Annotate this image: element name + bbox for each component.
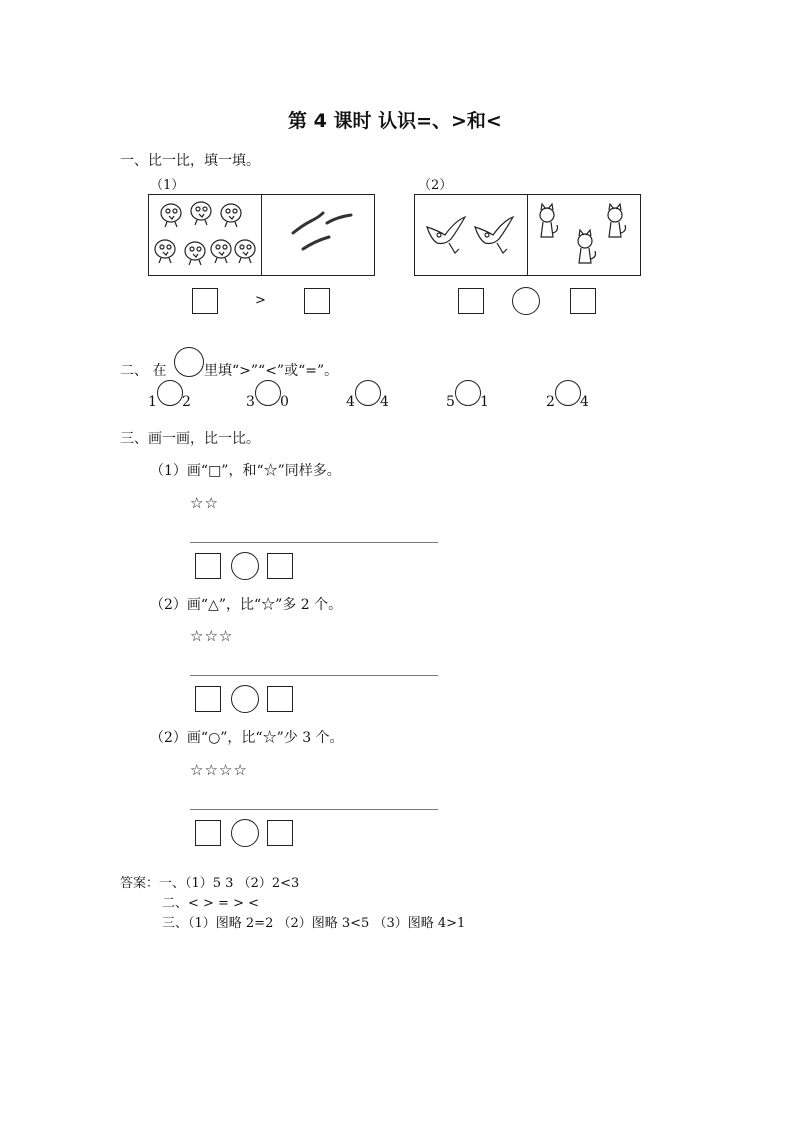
q2-circle[interactable] <box>231 685 259 713</box>
section2-heading-prefix: 二、 在 <box>120 363 167 379</box>
divider <box>527 195 528 275</box>
q1-circle[interactable] <box>231 552 259 580</box>
q3-stars: ☆☆☆☆ <box>190 761 248 779</box>
picture-box-1 <box>148 194 375 276</box>
heading-circle-icon <box>174 347 204 377</box>
compare-circle[interactable] <box>355 380 381 406</box>
compare-item-2 <box>246 380 296 410</box>
q1-text: （1）画“□”，和“☆”同样多。 <box>150 463 341 479</box>
q3-text: （2）画“○”，比“☆”少 3 个。 <box>150 730 344 746</box>
answers-line-3: 三、（1）图略 2=2 （2）图略 3<5 （3）图略 4>1 <box>162 916 466 931</box>
section1-heading: 一、比一比，填一填。 <box>120 153 260 169</box>
compare-right: 0 <box>280 394 289 410</box>
compare-left: 3 <box>246 394 255 410</box>
answer-circle-2[interactable] <box>512 287 540 315</box>
q1-stars: ☆☆ <box>190 494 219 512</box>
compare-item-5 <box>546 380 596 410</box>
q2-box-b[interactable] <box>267 686 293 712</box>
compare-right: 1 <box>480 394 489 410</box>
answers-line-2: 二、< > = > < <box>162 896 259 911</box>
compare-right: 2 <box>182 394 191 410</box>
compare-item-1 <box>148 380 198 410</box>
part2-label: （2） <box>418 178 453 193</box>
compare-right: 4 <box>580 394 589 410</box>
compare-left: 2 <box>546 394 555 410</box>
compare-left: 5 <box>446 394 455 410</box>
compare-item-4 <box>446 380 496 410</box>
worm-icon <box>289 209 359 261</box>
compare-right: 4 <box>380 394 389 410</box>
q3-box-b[interactable] <box>267 820 293 846</box>
compare-item-3 <box>346 380 396 410</box>
q1-box-b[interactable] <box>267 553 293 579</box>
section2-heading-suffix: 里填“>”“<”或“=”。 <box>204 363 339 379</box>
picture-box-2 <box>414 194 641 276</box>
part1-label: （1） <box>150 178 185 193</box>
compare-left: 1 <box>148 394 157 410</box>
compare-circle[interactable] <box>455 380 481 406</box>
answers-line-1: 答案：一、（1）5 3 （2）2<3 <box>120 876 300 891</box>
cat-icon <box>531 199 635 271</box>
compare-left: 4 <box>346 394 355 410</box>
q2-stars: ☆☆☆ <box>190 627 234 645</box>
section3-heading: 三、画一画，比一比。 <box>120 431 260 447</box>
page-title: 第 4 课时 认识=、>和< <box>288 110 502 132</box>
answer-box-2a[interactable] <box>458 288 484 314</box>
answer-box-1a[interactable] <box>192 288 218 314</box>
q1-box-a[interactable] <box>195 553 221 579</box>
answer-box-2b[interactable] <box>570 288 596 314</box>
compare-circle[interactable] <box>255 380 281 406</box>
q3-circle[interactable] <box>231 819 259 847</box>
q3-draw-line[interactable] <box>190 809 438 810</box>
bird-icon <box>419 205 523 267</box>
compare-circle[interactable] <box>555 380 581 406</box>
answer-box-1b[interactable] <box>304 288 330 314</box>
compare-symbol: > <box>255 293 266 308</box>
q1-draw-line[interactable] <box>190 542 438 543</box>
q2-draw-line[interactable] <box>190 675 438 676</box>
q2-text: （2）画“△”，比“☆”多 2 个。 <box>150 597 343 613</box>
chick-icon <box>151 197 259 273</box>
q2-box-a[interactable] <box>195 686 221 712</box>
divider <box>261 195 262 275</box>
compare-circle[interactable] <box>157 380 183 406</box>
q3-box-a[interactable] <box>195 820 221 846</box>
